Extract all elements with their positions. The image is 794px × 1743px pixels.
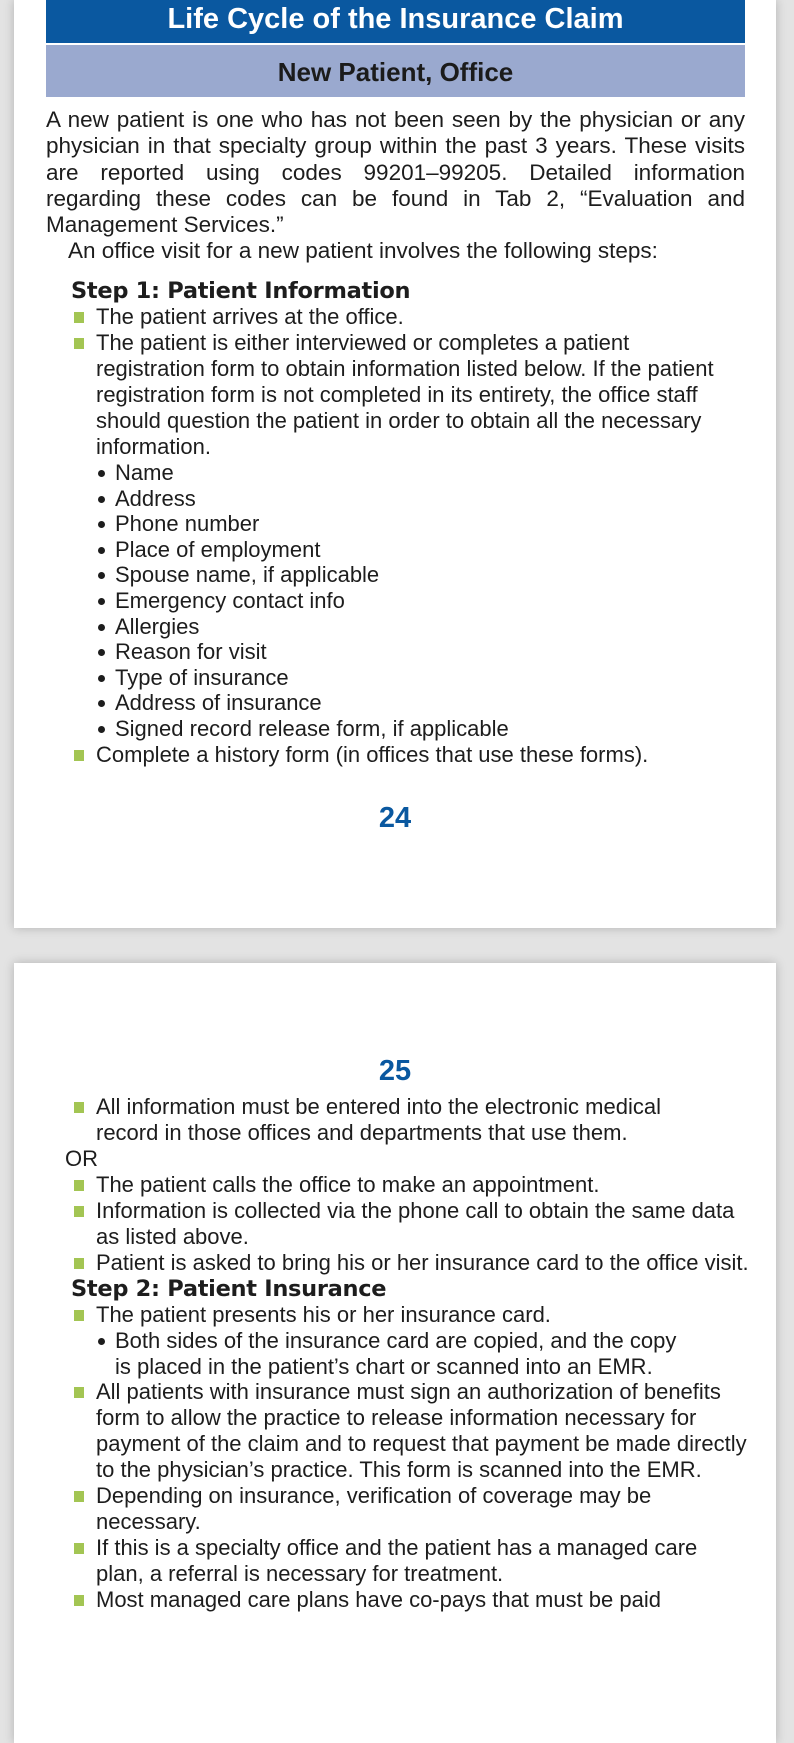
- list-item: [71, 742, 751, 768]
- square-bullet-icon: [74, 1387, 84, 1398]
- square-bullet-icon: [74, 312, 84, 323]
- info-item-name: Name: [71, 460, 751, 486]
- page-number: 24: [378, 802, 412, 834]
- bullet-dot-icon: [98, 521, 105, 528]
- bullet-dot-icon: [98, 547, 105, 554]
- or-separator: OR: [65, 1146, 98, 1171]
- list-item: [71, 330, 739, 460]
- step1-heading: Step 1: Patient Information: [71, 278, 411, 304]
- info-item-spouse: Spouse name, if applicable: [71, 562, 751, 588]
- section-subtitle: New Patient, Office: [46, 45, 745, 97]
- list-item: [71, 1379, 751, 1483]
- bullet-dot-icon: [98, 649, 105, 656]
- list-item: [71, 1535, 751, 1587]
- square-bullet-icon: [74, 1310, 84, 1321]
- list-item: [71, 1587, 751, 1613]
- list-item-text: The patient presents his or her insurance card.: [96, 1302, 551, 1327]
- info-item-allergies: Allergies: [71, 614, 751, 640]
- square-bullet-icon: [74, 1258, 84, 1269]
- list-item-text: Depending on insurance, verification of coverage may be necessary.: [96, 1483, 652, 1535]
- square-bullet-icon: [74, 1180, 84, 1191]
- bullet-dot-icon: [98, 700, 105, 707]
- list-item-text: Information is collected via the phone call to obtain the same data as listed above.: [96, 1198, 735, 1249]
- square-bullet-icon: [74, 750, 84, 761]
- sub-list-item: Both sides of the insurance card are copied, and the copy is placed in the patient’s chart or scanned into an EMR.: [71, 1328, 696, 1379]
- page-number: 25: [378, 1055, 412, 1087]
- intro-paragraph: A new patient is one who has not been seen by the physician or any physician in that specialty group within the past 3 years. These visits are reported using codes 99201–99205. Detailed information regarding these codes can be found in Tab 2, “Evaluation and Management Services.”: [46, 107, 745, 238]
- step2-heading: Step 2: Patient Insurance: [71, 1276, 387, 1302]
- list-item: [71, 1483, 751, 1535]
- page2-content: [65, 1094, 751, 1613]
- square-bullet-icon: [74, 1595, 84, 1606]
- square-bullet-icon: [74, 1491, 84, 1502]
- info-item-insurance-address: Address of insurance: [71, 690, 751, 716]
- step1-section: [71, 278, 751, 768]
- list-item-text: The patient arrives at the office.: [96, 304, 404, 329]
- bullet-dot-icon: [98, 726, 105, 733]
- list-item-text: All information must be entered into the electronic medical record in those offices and departments that use them.: [96, 1094, 661, 1145]
- list-item: [71, 1302, 751, 1328]
- list-item-text: The patient calls the office to make an appointment.: [96, 1172, 600, 1197]
- bullet-dot-icon: [98, 496, 105, 503]
- intro-steps-line: An office visit for a new patient involves the following steps:: [68, 238, 658, 263]
- list-item-text: If this is a specialty office and the patient has a managed care plan, a referral is necessary for treatment.: [96, 1535, 698, 1587]
- info-item-address: Address: [71, 486, 751, 512]
- info-item-emergency: Emergency contact info: [71, 588, 751, 614]
- list-item: [71, 1172, 751, 1198]
- chapter-title: Life Cycle of the Insurance Claim: [46, 0, 745, 43]
- bullet-dot-icon: [98, 1338, 105, 1345]
- list-item: [71, 1198, 751, 1250]
- list-item: [71, 304, 751, 330]
- patient-info-list: [71, 460, 751, 742]
- list-item: [71, 1250, 751, 1276]
- list-item-text: Most managed care plans have co-pays that must be paid: [96, 1587, 661, 1613]
- bullet-dot-icon: [98, 675, 105, 682]
- list-item-text: The patient is either interviewed or completes a patient registration form to obtain information listed below. If the patient registration form is not completed in its entirety, the office staff should question the patient in order to obtain all the necessary information.: [96, 330, 714, 459]
- bullet-dot-icon: [98, 624, 105, 631]
- bullet-dot-icon: [98, 598, 105, 605]
- page-25: [14, 963, 776, 1743]
- square-bullet-icon: [74, 1102, 84, 1113]
- info-item-phone: Phone number: [71, 511, 751, 537]
- bullet-dot-icon: [98, 572, 105, 579]
- list-item-text: Patient is asked to bring his or her insurance card to the office visit.: [96, 1250, 749, 1275]
- list-item-text: Complete a history form (in offices that use these forms).: [96, 741, 649, 767]
- page-24: [14, 0, 776, 928]
- info-item-insurance-type: Type of insurance: [71, 665, 751, 691]
- list-item: [71, 1094, 696, 1146]
- square-bullet-icon: [74, 1543, 84, 1554]
- info-item-release-form: Signed record release form, if applicable: [71, 716, 751, 742]
- square-bullet-icon: [74, 1206, 84, 1217]
- info-item-reason: Reason for visit: [71, 639, 751, 665]
- list-item-text: All patients with insurance must sign an authorization of benefits form to allow the practice to release information necessary for payment of the claim and to request that payment be made directly to the physician’s practice. This form is scanned into the EMR.: [96, 1379, 747, 1483]
- info-item-employment: Place of employment: [71, 537, 751, 563]
- bullet-dot-icon: [98, 470, 105, 477]
- square-bullet-icon: [74, 338, 84, 349]
